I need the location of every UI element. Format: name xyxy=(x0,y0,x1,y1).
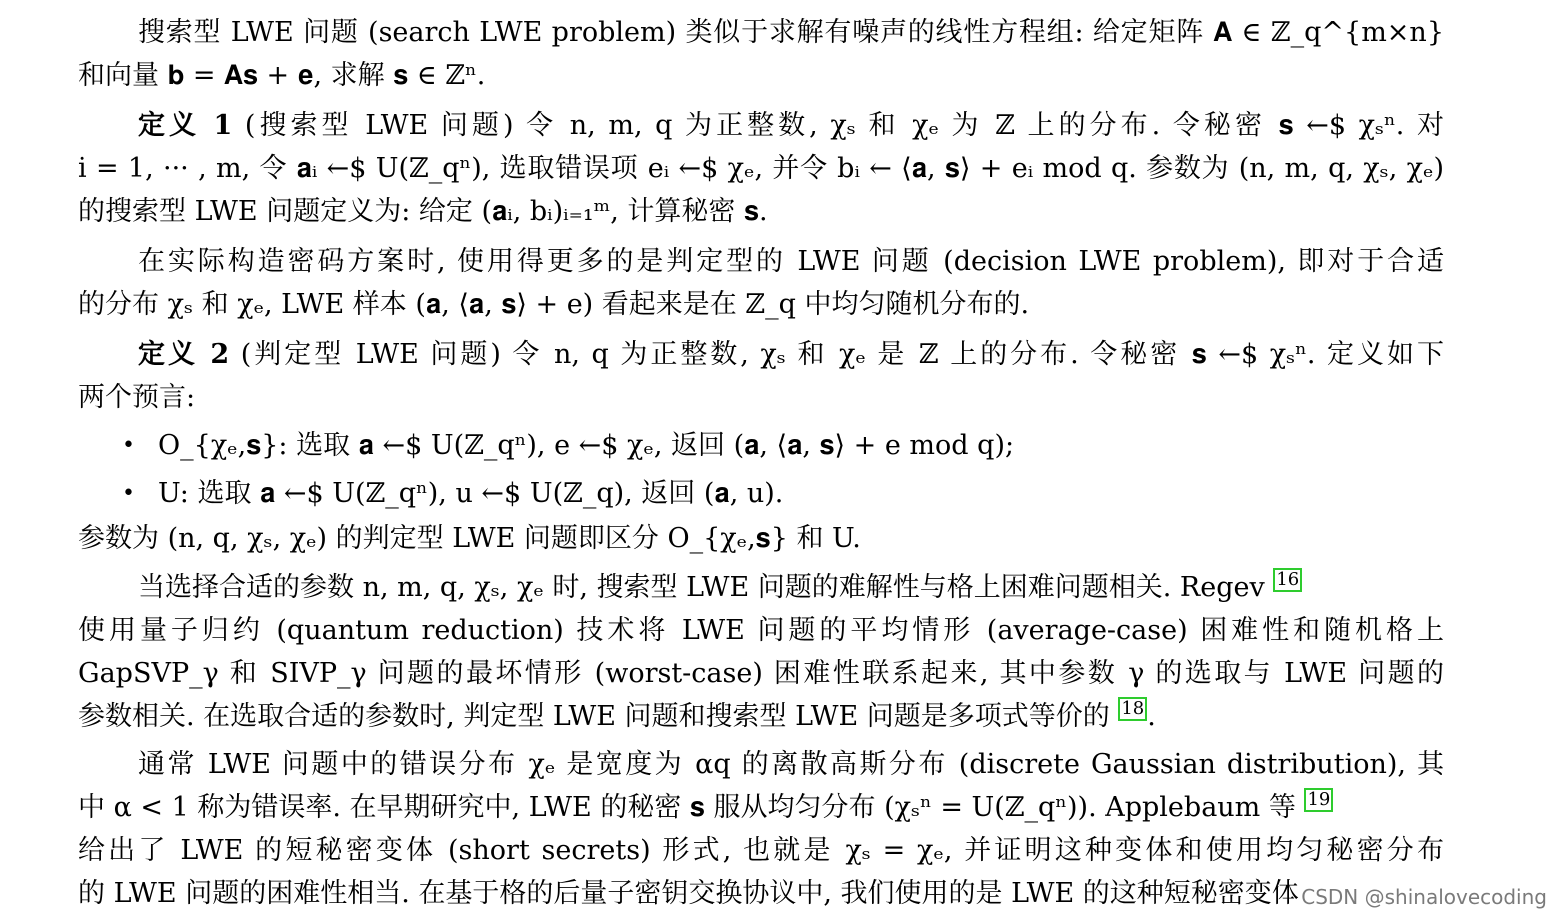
paragraph-7-line-1 xyxy=(138,566,1444,609)
paragraph-8-line-2-text: 中 α < 1 称为错误率. 在早期研究中, LWE 的秘密 𝐬 服从均匀分布 (χₛⁿ = U(ℤ_qⁿ)). Applebaum 等 xyxy=(78,792,1296,823)
definition-2-line-2: 两个预言: xyxy=(78,382,196,413)
paragraph-7-line-4-text: 参数相关. 在选取合适的参数时, 判定型 LWE 问题和搜索型 LWE 问题是多项式等价的 xyxy=(78,701,1110,732)
definition-2-line-1 xyxy=(138,333,1444,376)
definition-1-text: (搜索型 LWE 问题) 令 n, m, q 为正整数, χₛ 和 χₑ 为 ℤ 上的分布. 令秘密 𝐬 ←$ χₛⁿ. 对 xyxy=(232,110,1444,141)
paragraph-7-line-1-text: 当选择合适的参数 n, m, q, χₛ, χₑ 时, 搜索型 LWE 问题的难解性与格上困难问题相关. Regev xyxy=(138,572,1265,603)
paragraph-8-line-1: 通常 LWE 问题中的错误分布 χₑ 是宽度为 αq 的离散高斯分布 (discrete Gaussian distribution), 其 xyxy=(138,749,1444,780)
paragraph-7-line-4 xyxy=(78,695,1444,738)
bullet-dot-icon: • xyxy=(122,481,135,506)
paragraph-1-line-1: 搜索型 LWE 问题 (search LWE problem) 类似于求解有噪声的线性方程组: 给定矩阵 𝐀 ∈ ℤ_q^{m×n} xyxy=(138,17,1444,48)
definition-2-text: (判定型 LWE 问题) 令 n, q 为正整数, χₛ 和 χₑ 是 ℤ 上的分布. 令秘密 𝐬 ←$ χₛⁿ. 定义如下 xyxy=(229,339,1444,370)
paragraph-7-tail: . xyxy=(1147,701,1156,732)
paragraph-7-line-2: 使用量子归约 (quantum reduction) 技术将 LWE 问题的平均情形 (average-case) 困难性和随机格上 xyxy=(78,615,1444,646)
citation-link-19[interactable]: 19 xyxy=(1304,788,1333,812)
definition-1-line-2: i = 1, ··· , m, 令 𝐚ᵢ ←$ U(ℤ_qⁿ), 选取错误项 eᵢ ←$ χₑ, 并令 bᵢ ← ⟨𝐚, 𝐬⟩ + eᵢ mod q. 参数为 (n, m, q, χₛ, χₑ) xyxy=(78,153,1444,184)
watermark-text: CSDN @shinalovecoding xyxy=(1301,885,1547,909)
paragraph-1-line-2: 和向量 𝐛 = 𝐀𝐬 + 𝐞, 求解 𝐬 ∈ ℤⁿ. xyxy=(78,60,486,91)
paragraph-6-line-1: 参数为 (n, q, χₛ, χₑ) 的判定型 LWE 问题即区分 O_{χₑ,𝐬} 和 U. xyxy=(78,523,861,554)
paragraph-3-line-2: 的分布 χₛ 和 χₑ, LWE 样本 (𝐚, ⟨𝐚, 𝐬⟩ + e) 看起来是在 ℤ_q 中均匀随机分布的. xyxy=(78,289,1030,320)
definition-1-label: 定义 1 xyxy=(138,110,233,141)
definition-1-line-1 xyxy=(138,104,1444,147)
citation-link-16[interactable]: 16 xyxy=(1273,568,1302,592)
paragraph-8-line-4: 的 LWE 问题的困难性相当. 在基于格的后量子密钥交换协议中, 我们使用的是 LWE 的这种短秘密变体 xyxy=(78,878,1299,909)
paragraph-7-line-3: GapSVP_γ 和 SIVP_γ 问题的最坏情形 (worst-case) 困难性联系起来, 其中参数 γ 的选取与 LWE 问题的 xyxy=(78,658,1444,689)
bullet-item-oracle-o: O_{χₑ,𝐬}: 选取 𝐚 ←$ U(ℤ_qⁿ), e ←$ χₑ, 返回 (𝐚, ⟨𝐚, 𝐬⟩ + e mod q); xyxy=(158,430,1015,461)
definition-2-label: 定义 2 xyxy=(138,339,230,370)
paragraph-8-line-2 xyxy=(78,786,1444,829)
bullet-item-oracle-u: U: 选取 𝐚 ←$ U(ℤ_qⁿ), u ←$ U(ℤ_q), 返回 (𝐚, u). xyxy=(158,478,784,509)
paragraph-3-line-1: 在实际构造密码方案时, 使用得更多的是判定型的 LWE 问题 (decision LWE problem), 即对于合适 xyxy=(138,246,1444,277)
definition-1-line-3: 的搜索型 LWE 问题定义为: 给定 (𝐚ᵢ, bᵢ)ᵢ₌₁ᵐ, 计算秘密 𝐬. xyxy=(78,196,768,227)
bullet-dot-icon: • xyxy=(122,433,135,458)
citation-link-18[interactable]: 18 xyxy=(1118,697,1147,721)
paragraph-8-line-3: 给出了 LWE 的短秘密变体 (short secrets) 形式, 也就是 χₛ = χₑ, 并证明这种变体和使用均匀秘密分布 xyxy=(78,835,1444,866)
